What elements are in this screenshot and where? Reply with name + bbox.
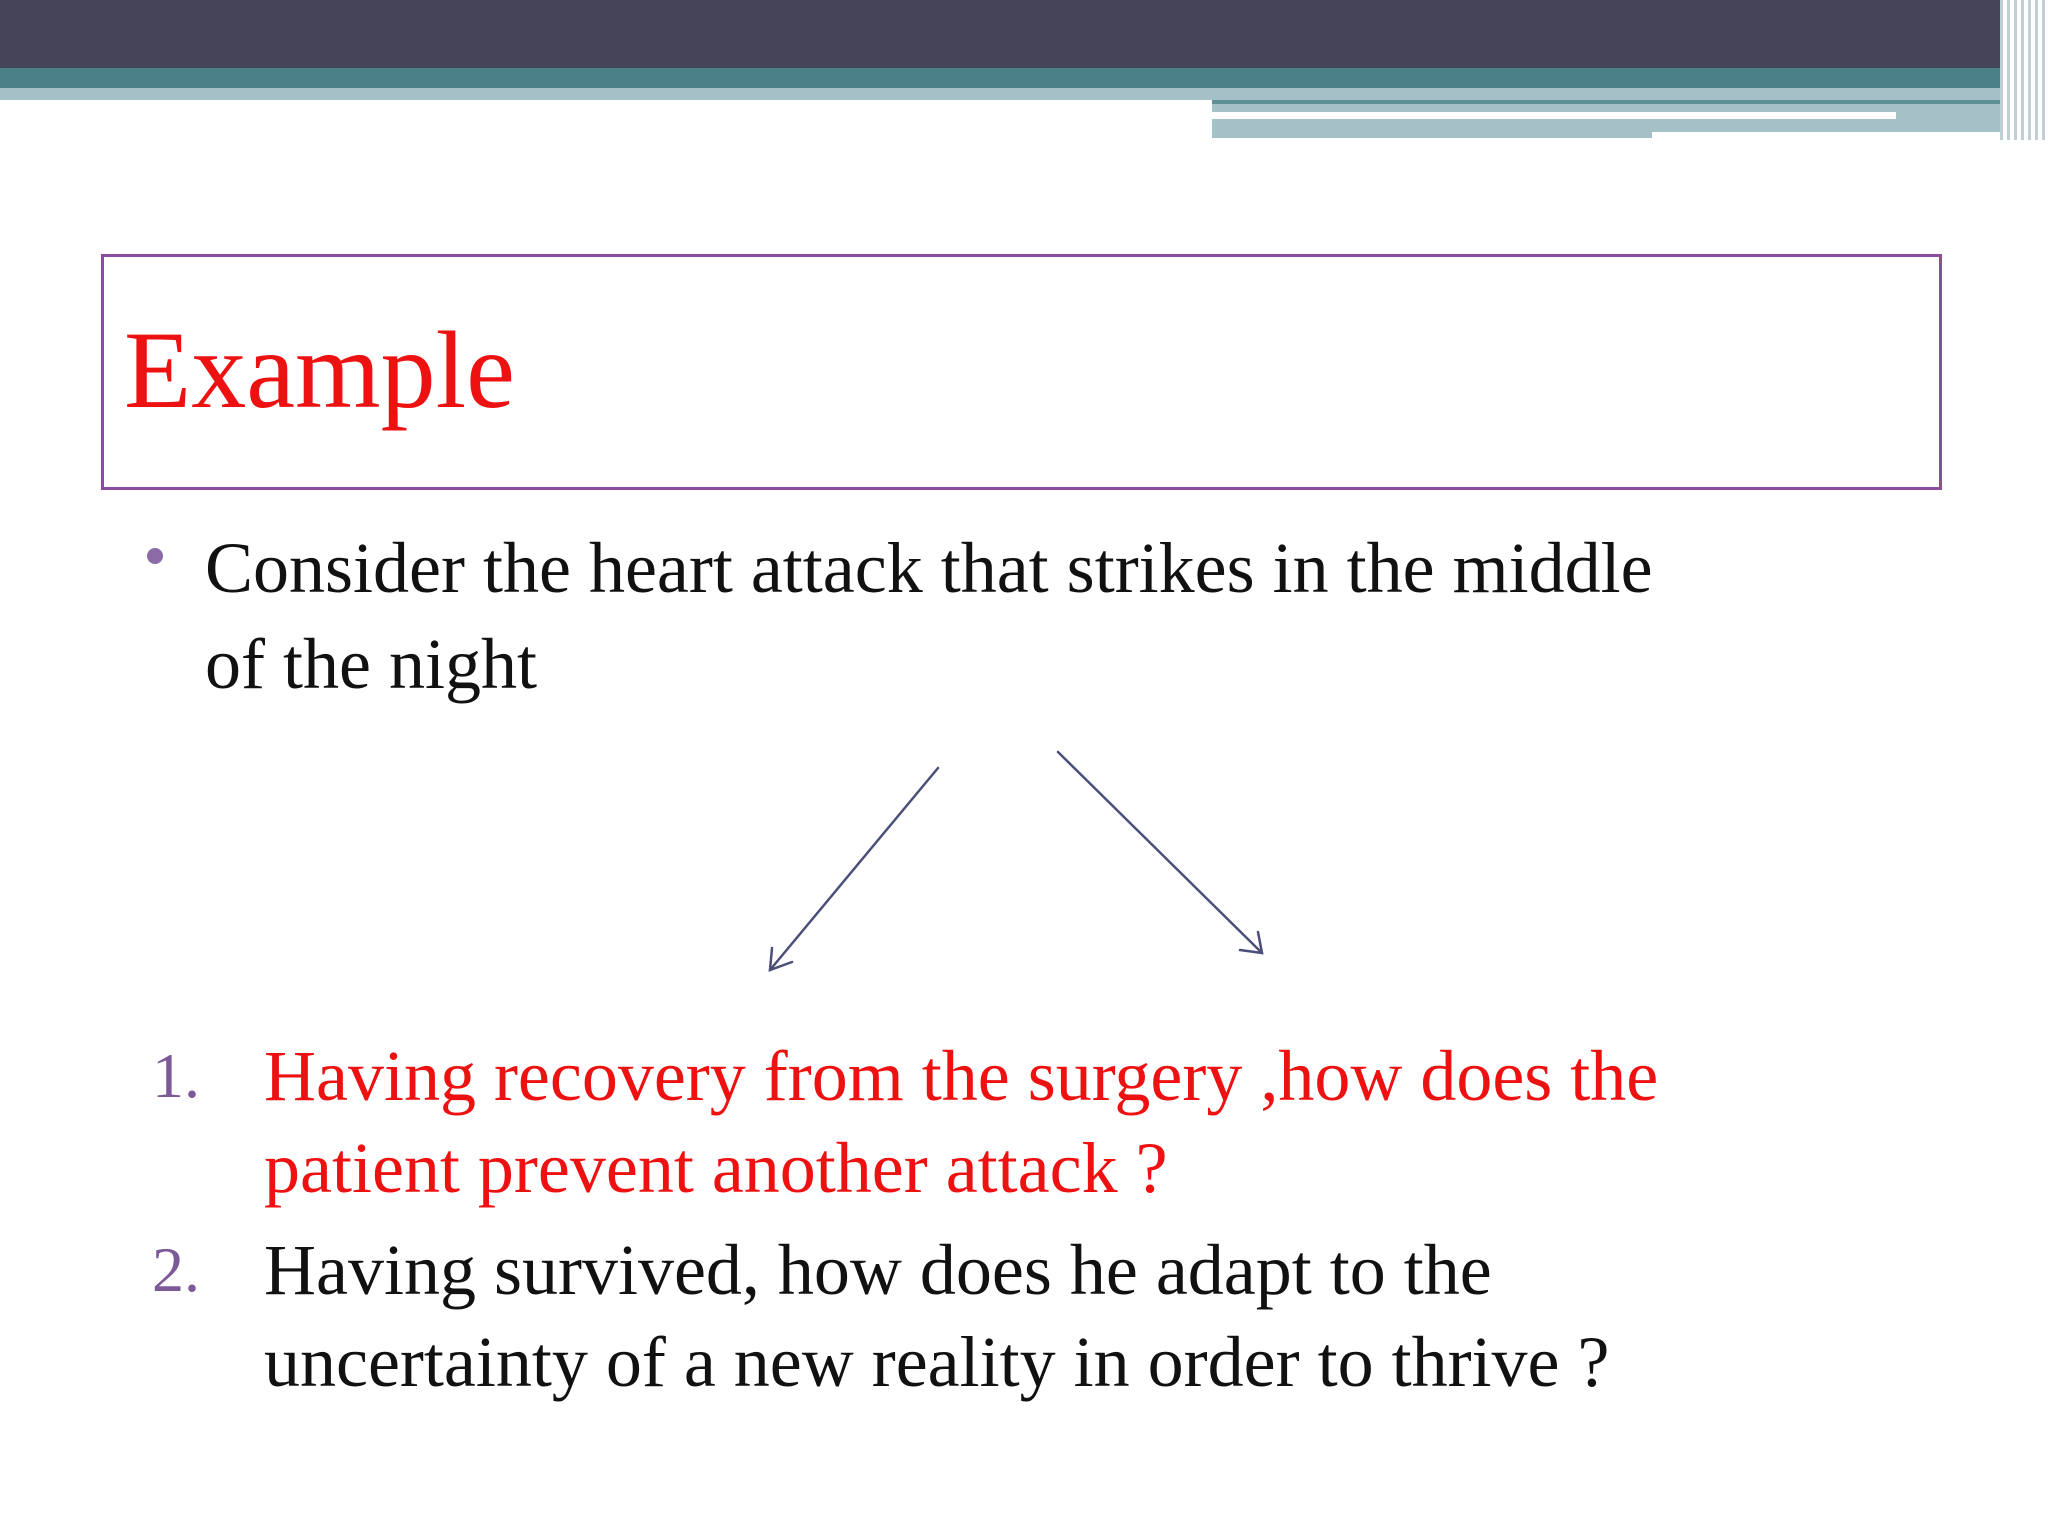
header-band-right-teal: [1212, 100, 2048, 104]
list-item-2: [152, 1224, 1932, 1408]
bullet-dot-icon: [147, 548, 163, 564]
header-band-light: [0, 88, 1212, 100]
list-number-1: 1.: [152, 1040, 200, 1111]
arrow-right-head-icon: [1240, 932, 1262, 953]
list-item-2-line-1: Having survived, how does he adapt to the: [264, 1230, 1492, 1310]
title-box: [101, 254, 1942, 490]
bullet-text: [205, 520, 1905, 712]
list-item-1-line-2: patient prevent another attack ?: [264, 1128, 1168, 1208]
bullet-line-1: Consider the heart attack that strikes in the middle: [205, 528, 1653, 608]
list-number-2: 2.: [152, 1234, 200, 1305]
header-edge-stripes: [2000, 0, 2048, 140]
header-band-teal: [0, 68, 2048, 88]
header-band-right-line-short: [1652, 132, 2048, 138]
list-item-2-line-2: uncertainty of a new reality in order to thrive ?: [264, 1322, 1610, 1402]
header-band-right-line: [1212, 112, 1896, 119]
slide-title: Example: [124, 309, 515, 431]
list-item-1-line-1: Having recovery from the surgery ,how does the: [264, 1036, 1659, 1116]
arrow-left-line: [770, 768, 938, 970]
list-item-1: [152, 1030, 1932, 1214]
arrow-left-head-icon: [770, 948, 792, 970]
bullet-line-2: of the night: [205, 624, 537, 704]
numbered-list: [152, 1030, 1932, 1418]
header-band-dark: [0, 0, 2048, 68]
arrow-right-line: [1058, 752, 1262, 953]
